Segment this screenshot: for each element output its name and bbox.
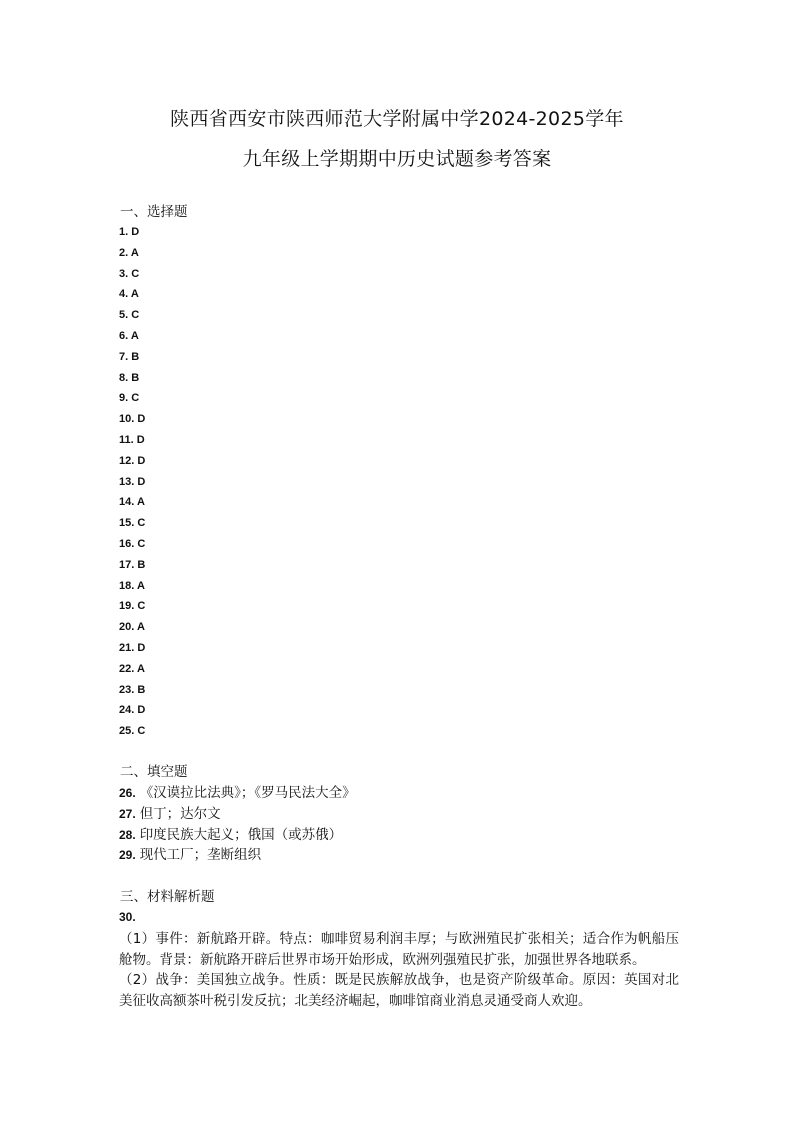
- list-item: [119, 845, 356, 866]
- question-number: 28.: [119, 827, 136, 842]
- question-number: 26.: [119, 786, 136, 800]
- answer-text: 印度民族大起义；俄国（或苏俄）: [139, 826, 343, 843]
- list-item: 24. D: [119, 704, 146, 717]
- document-title-line1: 陕西省西安市陕西师范大学附属中学2024-2025学年: [170, 108, 624, 130]
- list-item: 22. A: [119, 662, 145, 675]
- list-item: 21. D: [119, 641, 146, 654]
- list-item: 3. C: [119, 267, 140, 280]
- list-item: 18. A: [119, 579, 145, 592]
- section-heading-fill: 二、填空题: [120, 764, 188, 780]
- list-item: 16. C: [119, 537, 146, 550]
- choice-answer-list: [119, 222, 145, 742]
- section-heading-material: 三、材料解析题: [120, 889, 215, 905]
- document-title-line2: 九年级上学期期中历史试题参考答案: [242, 148, 552, 170]
- answer-paragraph-2: （2）战争：美国独立战争。性质：既是民族解放战争，也是资产阶级革命。原因：英国对北美征收高额茶叶税引发反抗；北美经济崛起，咖啡馆商业消息灵通受商人欢迎。: [119, 972, 679, 1009]
- fill-answer-list: [119, 783, 356, 866]
- section-heading-choice: 一、选择题: [120, 204, 188, 220]
- list-item: 5. C: [119, 309, 140, 322]
- list-item: 10. D: [119, 413, 146, 426]
- list-item: [119, 804, 356, 825]
- list-item: 1. D: [119, 226, 140, 238]
- list-item: 20. A: [119, 621, 145, 634]
- question-number: 30.: [119, 910, 136, 924]
- question-number: 27.: [119, 806, 136, 821]
- list-item: [119, 825, 356, 846]
- list-item: 8. B: [119, 371, 140, 384]
- list-item: 13. D: [119, 475, 146, 488]
- answer-text: 《汉谟拉比法典》；《罗马民法大全》: [139, 785, 356, 801]
- list-item: [119, 783, 356, 804]
- list-item: 25. C: [119, 725, 146, 738]
- list-item: 19. C: [119, 600, 146, 613]
- list-item: 14. A: [119, 496, 145, 509]
- list-item: 15. C: [119, 517, 146, 530]
- list-item: 6. A: [119, 329, 139, 342]
- question-number: 29.: [119, 848, 136, 863]
- list-item: 7. B: [119, 350, 140, 363]
- list-item: 12. D: [119, 454, 146, 467]
- answer-text: 但丁；达尔文: [139, 805, 221, 822]
- list-item: 4. A: [119, 288, 139, 301]
- list-item: 9. C: [119, 392, 140, 405]
- answer-text: 现代工厂；垄断组织: [139, 847, 262, 864]
- list-item: 17. B: [119, 558, 146, 571]
- list-item: 23. B: [119, 683, 146, 696]
- answer-paragraph-1: （1）事件：新航路开辟。特点：咖啡贸易利润丰厚；与欧洲殖民扩张相关；适合作为帆船压舱物。背景：新航路开辟后世界市场开始形成，欧洲列强殖民扩张，加强世界各地联系。: [119, 931, 679, 968]
- list-item: 11. D: [119, 433, 145, 446]
- list-item: 2. A: [119, 246, 139, 259]
